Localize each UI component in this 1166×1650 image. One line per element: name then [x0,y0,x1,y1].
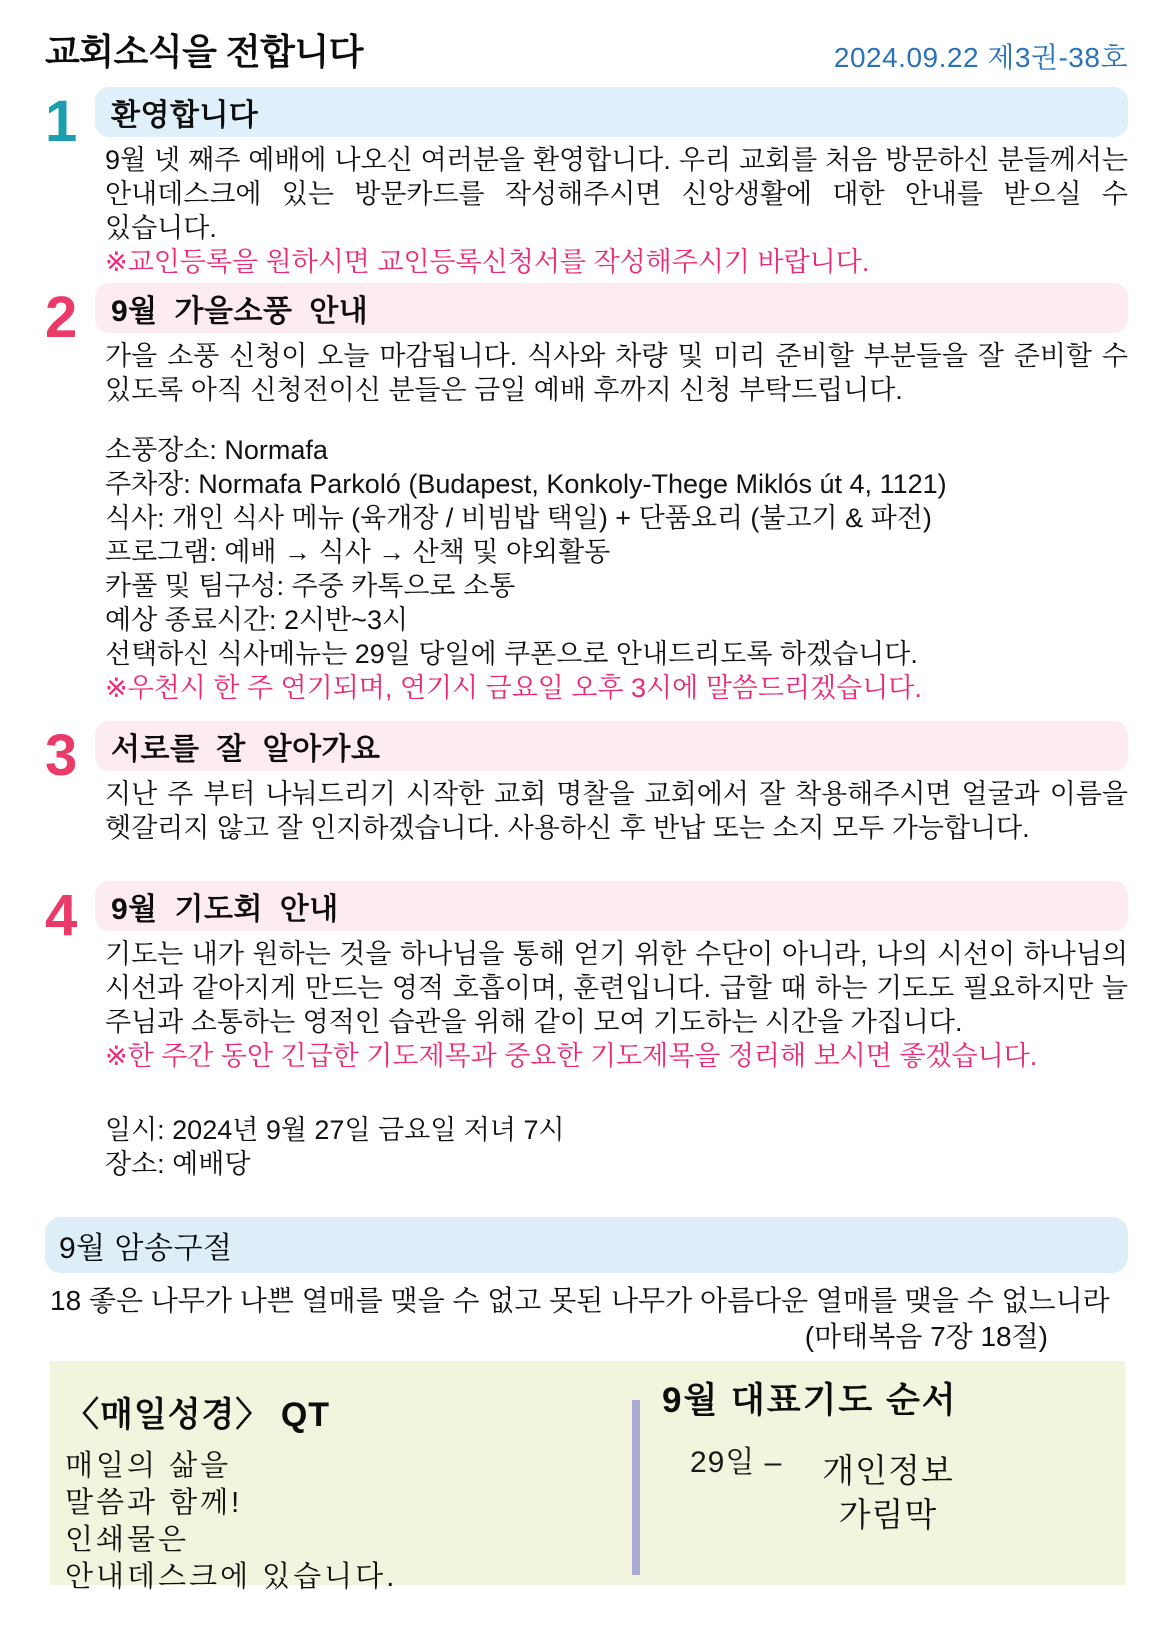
memory-verse-heading-bar [45,1217,1128,1273]
detail-line: 예상 종료시간: 2시반~3시 [105,605,409,635]
memory-verse-reference: (마태복음 7장 18절) [804,1321,1048,1352]
section-body-text: 지난 주 부터 나눠드리기 시작한 교회 명찰을 교회에서 잘 착용해주시면 얼굴과 이름을 헷갈리지 않고 잘 인지하겠습니다. 사용하신 후 반납 또는 소지 모두 가능합니다. [105,779,1128,843]
footer-box [50,1361,1125,1593]
section-title-bar [95,283,1128,333]
redaction-line: 가림막 [838,1496,938,1533]
section-body-text: 가을 소풍 신청이 오늘 마감됩니다. 식사와 차량 및 미리 준비할 부분들을 잘 준비할 수 있도록 아직 신청전이신 분들은 금일 예배 후까지 신청 부탁드립니다. [105,341,1128,405]
newsletter-content [45,87,1128,1593]
section-prayer-meeting [45,881,1128,1181]
qt-line: 인쇄물은 [65,1524,190,1556]
section-body-text: 9월 넷 째주 예배에 나오신 여러분을 환영합니다. 우리 교회를 처음 방문하신 분들께서는 안내데스크에 있는 방문카드를 작성해주시면 신앙생활에 대한 안내를 받으실 수 있습니다. [105,145,1128,243]
section-title: 환영합니다 [111,99,259,132]
qt-column [65,1387,397,1596]
qt-lines [65,1448,397,1596]
section-title: 9월 기도회 안내 [111,893,339,926]
section-title: 9월 가을소풍 안내 [111,295,369,328]
qt-line: 말씀과 함께! [65,1487,243,1519]
footer-divider [632,1400,640,1575]
schedule-line: 일시: 2024년 9월 27일 금요일 저녀 7시 [105,1115,565,1145]
detail-line: 식사: 개인 식사 메뉴 (육개장 / 비빔밥 택일) + 단품요리 (불고기 & 파전) [105,503,932,533]
privacy-redaction [688,1449,1088,1537]
redaction-line: 개인정보 [822,1452,954,1489]
section-number: 1 [45,89,78,154]
section-note: ※우천시 한 주 연기되며, 연기시 금요일 오후 3시에 말씀드리겠습니다. [105,673,922,703]
qt-title: 〈매일성경〉 QT [65,1396,331,1434]
prayer-date-line: 29일 – [690,1446,783,1479]
detail-line: 카풀 및 팀구성: 주중 카톡으로 소통 [105,571,516,601]
section-title: 서로를 잘 알아가요 [111,733,381,766]
section-body-text: 기도는 내가 원하는 것을 하나님을 통해 얻기 위한 수단이 아니라, 나의 시선이 하나님의 시선과 같아지게 만드는 영적 호흡이며, 훈련입니다. 급할 때 하는 기도도 필요하지만 늘 주님과 소통하는 영적인 습관을 위해 같이 모여 기도하는 시간을 가집니다. [105,939,1128,1037]
section-number: 4 [45,883,78,948]
section-title-bar [95,881,1128,931]
picnic-details [105,433,1128,671]
prayer-schedule [105,1113,1128,1181]
memory-verse-text: 18 좋은 나무가 나쁜 열매를 맺을 수 없고 못된 나무가 아름다운 열매를 맺을 수 없느니라 [50,1285,1110,1316]
qt-line: 매일의 삶을 [65,1450,232,1482]
detail-line: 프로그램: 예배 → 식사 → 산책 및 야외활동 [105,537,611,567]
section-number: 3 [45,723,78,788]
detail-line: 소풍장소: Normafa [105,435,328,465]
detail-line: 주차장: Normafa Parkoló (Budapest, Konkoly-Thege Miklós út 4, 1121) [105,469,947,499]
section-number: 2 [45,285,78,350]
memory-verse-heading: 9월 암송구절 [59,1232,233,1265]
schedule-line: 장소: 예배당 [105,1149,251,1179]
section-note: ※교인등록을 원하시면 교인등록신청서를 작성해주시기 바랍니다. [105,247,870,277]
section-welcome [45,87,1128,279]
page-title: 교회소식을 전합니다 [45,31,363,72]
section-title-bar [95,87,1128,137]
qt-line: 안내데스크에 있습니다. [65,1561,398,1593]
detail-line: 선택하신 식사메뉴는 29일 당일에 쿠폰으로 안내드리도록 하겠습니다. [105,639,918,669]
section-note: ※한 주간 동안 긴급한 기도제목과 중요한 기도제목을 정리해 보시면 좋겠습니다. [105,1041,1038,1071]
section-nametags [45,721,1128,845]
section-title-bar [95,721,1128,771]
section-picnic [45,283,1128,705]
issue-date: 2024.09.22 제3권-38호 [833,42,1128,73]
prayer-order-title: 9월 대표기도 순서 [662,1381,958,1420]
